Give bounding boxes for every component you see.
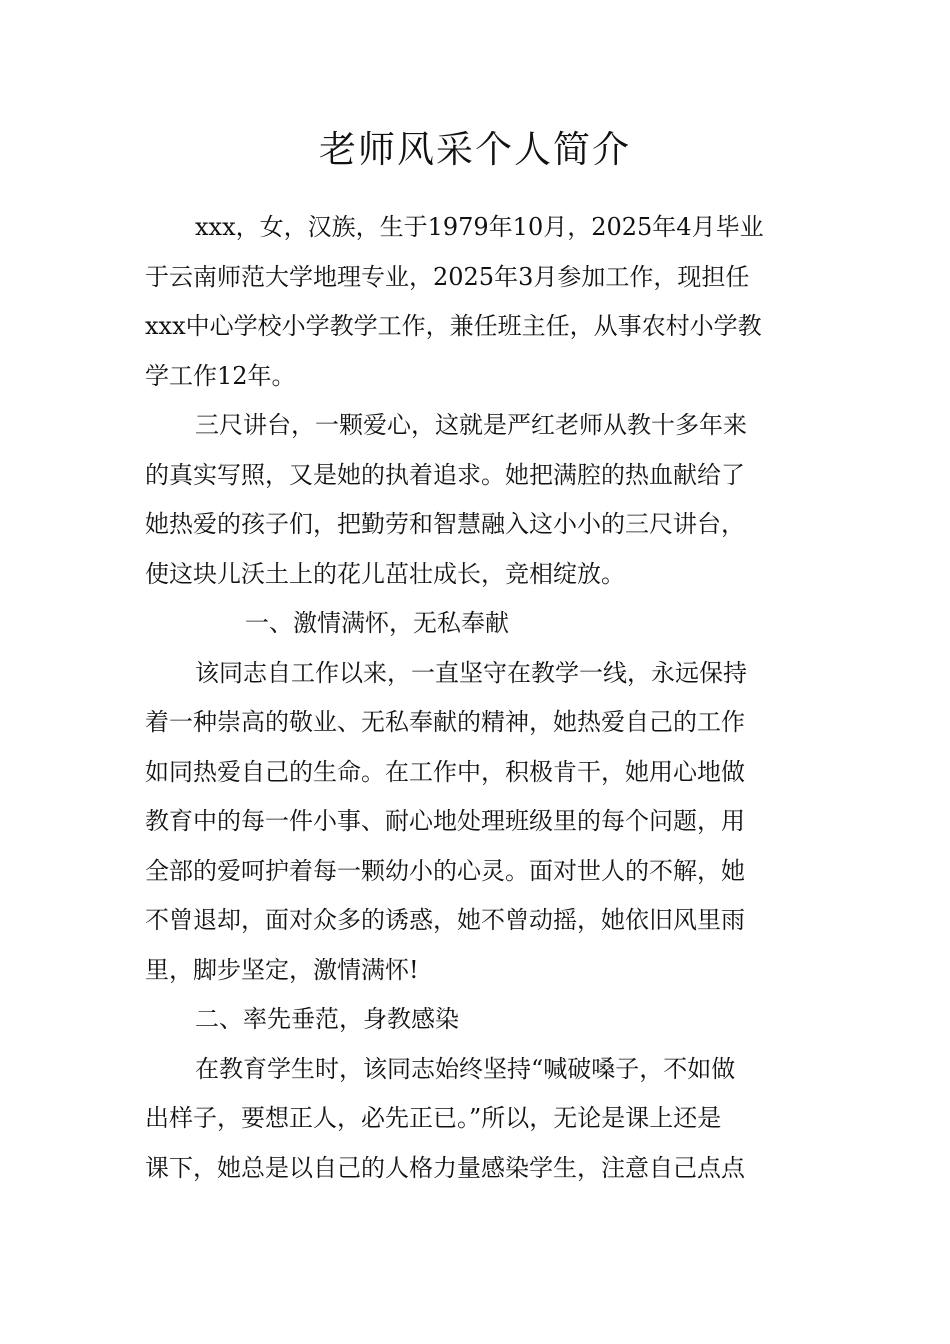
text-line: 该同志自工作以来，一直坚守在教学一线，永远保持 (195, 658, 747, 687)
text-line: 着一种崇高的敬业、无私奉献的精神，她热爱自己的工作 (145, 708, 745, 736)
text-line: 她热爱的孩子们，把勤劳和智慧融入这小小的三尺讲台， (145, 510, 745, 538)
text-line: xxx中心学校小学教学工作，兼任班主任，从事农村小学教 (145, 312, 762, 340)
text-line: 全部的爱呵护着每一颗幼小的心灵。面对世人的不解，她 (145, 856, 745, 885)
text-line: 不曾退却，面对众多的诱惑，她不曾动摇，她依旧风里雨 (145, 906, 745, 934)
text-line: 使这块儿沃土上的花儿茁壮成长，竞相绽放。 (145, 559, 625, 588)
section-heading-text: 一、激情满怀，无私奉献 (245, 609, 509, 637)
paragraph-section-1 (145, 649, 810, 996)
text-line: 教育中的每一件小事、耐心地处理班级里的每个问题，用 (145, 807, 745, 835)
text-line: 三尺讲台，一颗爱心，这就是严红老师从教十多年来 (195, 411, 747, 439)
text-line: 如同热爱自己的生命。在工作中，积极肯干，她用心地做 (145, 757, 745, 786)
text-line: xxx，女，汉族，生于1979年10月，2025年4月毕业 (195, 213, 764, 241)
text-line: 出样子，要想正人，必先正已。”所以，无论是课上还是 (145, 1104, 722, 1132)
section-heading-1 (145, 599, 810, 649)
document-title: 老师风采个人简介 (319, 128, 631, 171)
text-line: 于云南师范大学地理专业，2025年3月参加工作，现担任 (145, 262, 750, 291)
document-body (145, 203, 810, 1193)
text-line: 在教育学生时，该同志始终坚持“喊破嗓子，不如做 (195, 1054, 736, 1083)
paragraph-section-2 (145, 1045, 810, 1194)
text-line: 的真实写照，又是她的执着追求。她把满腔的热血献给了 (145, 460, 745, 489)
text-line: 课下，她总是以自己的人格力量感染学生，注意自己点点 (145, 1153, 745, 1182)
section-heading-2 (145, 995, 810, 1045)
text-line: 学工作12年。 (145, 361, 296, 390)
paragraph-summary (145, 401, 810, 599)
paragraph-intro (145, 203, 810, 401)
text-line: 里，脚步坚定，激情满怀! (145, 955, 419, 984)
section-heading-text: 二、率先垂范，身教感染 (195, 1005, 459, 1033)
